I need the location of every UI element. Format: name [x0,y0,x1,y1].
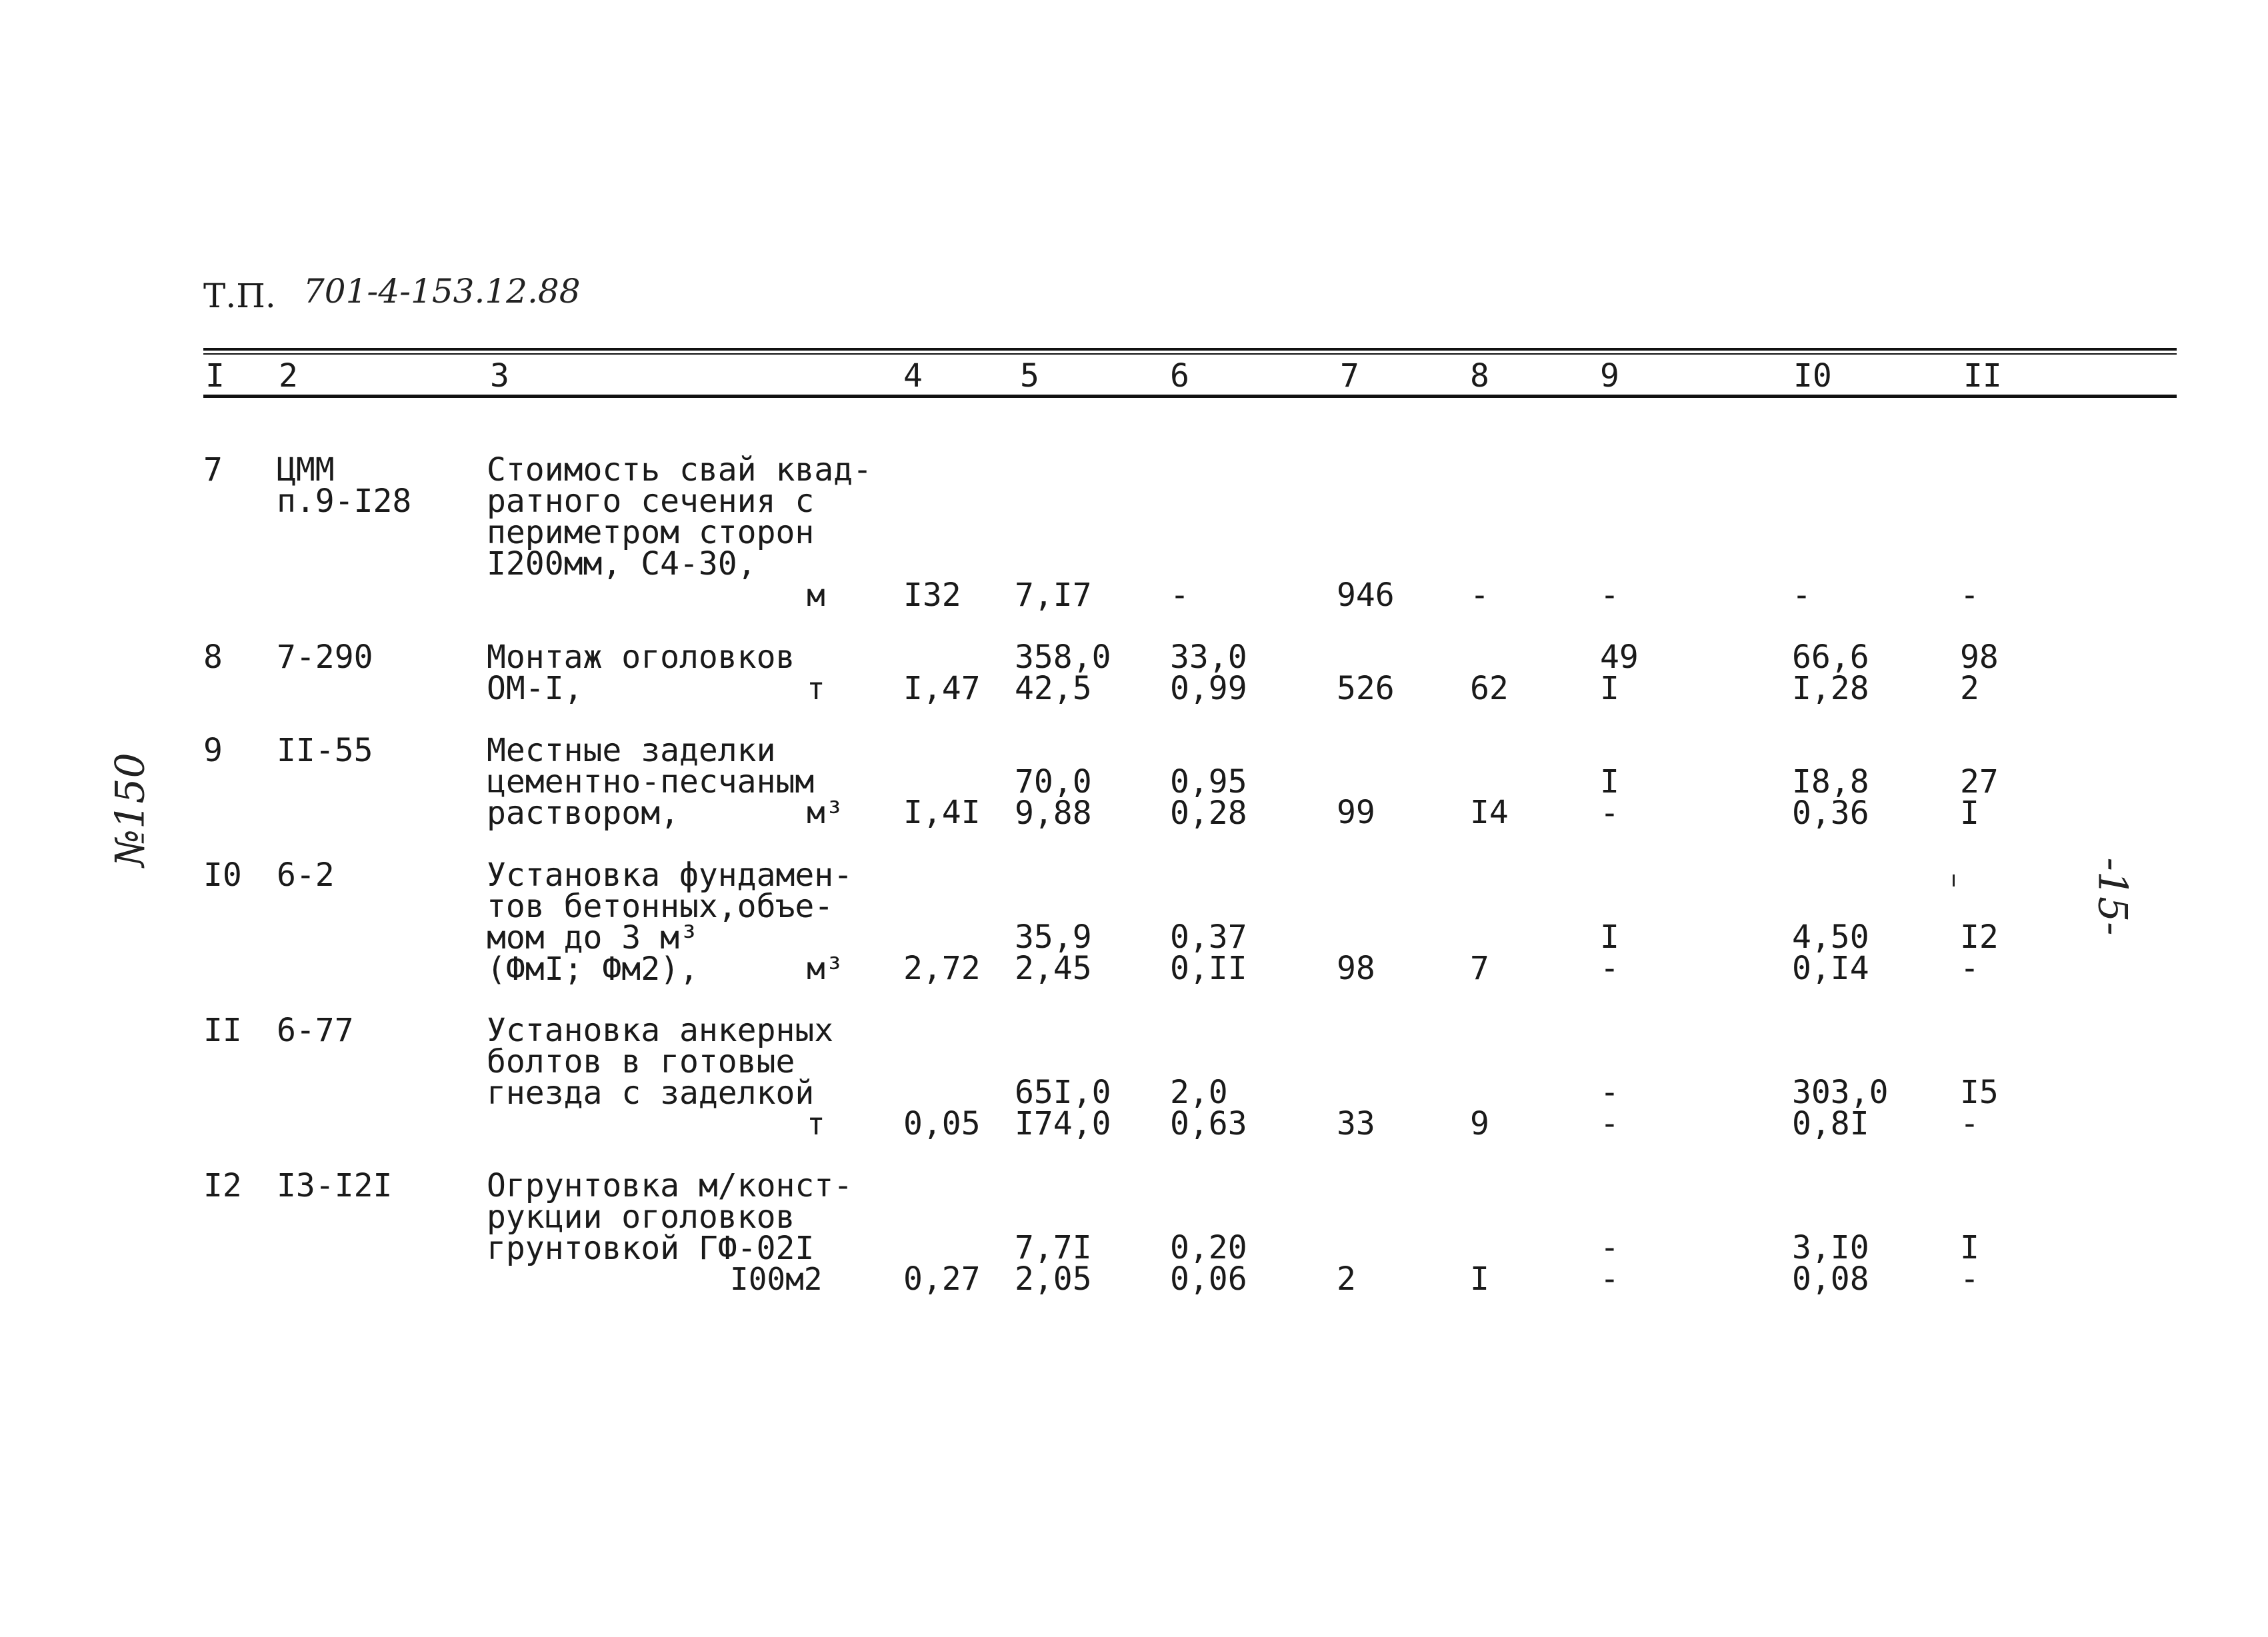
col4-quantity: 2,72 [903,950,981,987]
col8-value: 62 [1470,670,1509,707]
work-description: Стоимость свай квад- ратного сечения с периметром сторон I200мм, С4-30, [487,451,872,583]
col11-value: 27 I [1960,763,1999,832]
column-header-10: I0 [1793,357,1832,395]
column-header-9: 9 [1600,357,1619,395]
col9-value: - [1600,577,1619,614]
work-description: Монтаж оголовков ОМ-I, [487,639,795,707]
col4-quantity: 0,05 [903,1105,981,1142]
col9-value: I - [1600,918,1619,987]
col5-value: 70,0 9,88 [1015,763,1092,832]
col11-value: I5 - [1960,1074,1999,1142]
col11-value: I - [1960,1229,1979,1298]
row-number: I2 [203,1167,242,1204]
unit: т [807,1106,825,1142]
row-number: II [203,1012,242,1049]
col10-value: 4,50 0,I4 [1792,918,1869,987]
norm-code: ЦММ п.9-I28 [277,451,412,520]
col8-value: - [1470,577,1489,614]
norm-code: 7-290 [277,639,373,676]
col7-value: 526 [1337,670,1395,707]
col11-value: I2 - [1960,918,1999,987]
unit: I00м2 [730,1261,823,1297]
col4-quantity: I,47 [903,670,981,707]
norm-code: II-55 [277,732,373,769]
work-description: Установка анкерных болтов в готовые гнезда с заделкой [487,1012,834,1112]
document-code-handwritten: 701-4-153.12.88 [303,272,581,311]
column-header-11: II [1963,357,2002,395]
col4-quantity: 0,27 [903,1260,981,1298]
col6-value: 0,37 0,II [1170,918,1247,987]
page-number-note: -15- [2089,857,2136,936]
col5-value: 358,0 42,5 [1015,639,1111,707]
column-header-8: 8 [1470,357,1489,395]
col7-value: 946 [1337,577,1395,614]
col11-value: 98 2 [1960,639,1999,707]
col5-value: 7,7I 2,05 [1015,1229,1092,1298]
column-header-4: 4 [903,357,923,395]
norm-code: 6-77 [277,1012,354,1049]
column-header-3: 3 [490,357,509,395]
col4-quantity: I32 [903,577,961,614]
unit: м [807,577,825,613]
col10-value: 303,0 0,8I [1792,1074,1889,1142]
col8-value: 9 [1470,1105,1489,1142]
col7-value: 98 [1337,950,1375,987]
column-header-6: 6 [1170,357,1189,395]
col10-value: - [1792,577,1811,614]
col10-value: I8,8 0,36 [1792,763,1869,832]
left-margin-note: №150 [107,753,154,867]
table-header-bottom-rule [203,395,2177,398]
column-header-7: 7 [1340,357,1359,395]
col6-value: 33,0 0,99 [1170,639,1247,707]
norm-code: 6-2 [277,856,335,894]
row-number: 8 [203,639,223,676]
table-top-rule [203,348,2177,351]
col5-value: 7,I7 [1015,577,1092,614]
col6-value: 0,95 0,28 [1170,763,1247,832]
tick-mark [1953,874,1955,886]
col4-quantity: I,4I [903,794,981,831]
col9-value: - - [1600,1074,1619,1142]
col6-value: - [1170,577,1189,614]
work-description: Установка фундамен- тов бетонных,объе- мом до 3 м³ (ФмI; Фм2), [487,856,853,988]
col10-value: 3,I0 0,08 [1792,1229,1869,1298]
norm-code: I3-I2I [277,1167,393,1204]
row-number: 9 [203,732,223,769]
unit: м³ [807,950,844,986]
row-number: I0 [203,856,242,894]
column-header-2: 2 [279,357,298,395]
col6-value: 2,0 0,63 [1170,1074,1247,1142]
col6-value: 0,20 0,06 [1170,1229,1247,1298]
col5-value: 65I,0 I74,0 [1015,1074,1111,1142]
column-header-1: I [205,357,225,395]
col5-value: 35,9 2,45 [1015,918,1092,987]
unit: т [807,671,825,707]
col8-value: I4 [1470,794,1509,831]
col9-value: I - [1600,763,1619,832]
unit: м³ [807,795,844,830]
work-description: Огрунтовка м/конст- рукции оголовков грунтовкой ГФ-02I [487,1167,853,1267]
col11-value: - [1960,577,1979,614]
table-top-rule-double [203,353,2177,355]
col7-value: 2 [1337,1260,1356,1298]
column-header-5: 5 [1020,357,1039,395]
col7-value: 33 [1337,1105,1375,1142]
col8-value: 7 [1470,950,1489,987]
col10-value: 66,6 I,28 [1792,639,1869,707]
col9-value: 49 I [1600,639,1639,707]
document-code-prefix: Т.П. [203,277,276,315]
col8-value: I [1470,1260,1489,1298]
col7-value: 99 [1337,794,1375,831]
row-number: 7 [203,451,223,489]
work-description: Местные заделки цементно-песчаным раствором, [487,732,815,832]
col9-value: - - [1600,1229,1619,1298]
